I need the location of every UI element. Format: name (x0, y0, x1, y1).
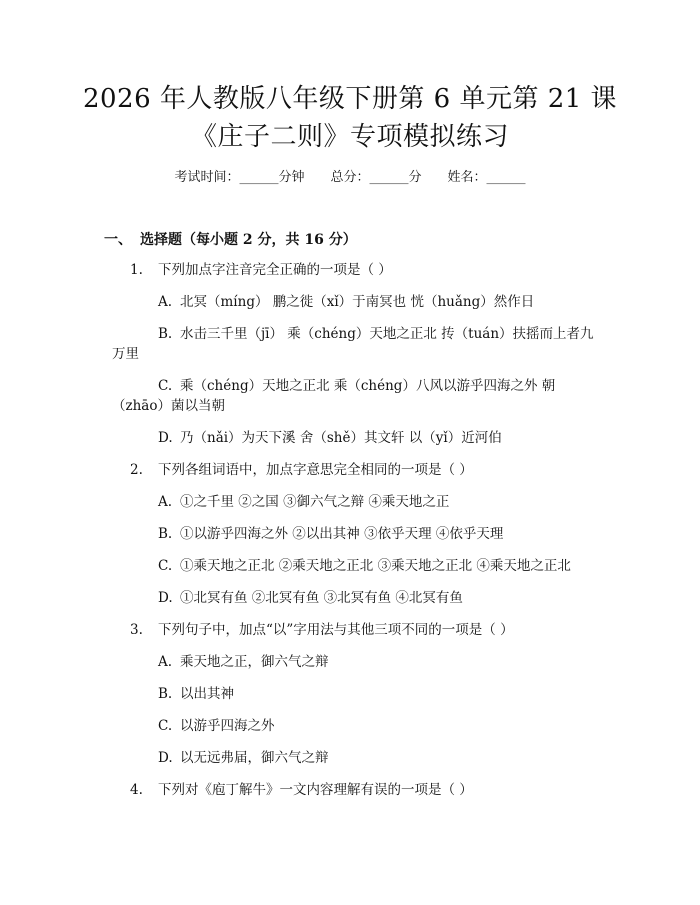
page-title-line-2: 《庄子二则》专项模拟练习 (190, 122, 509, 152)
question-3 (130, 620, 514, 640)
option-text: 北冥（míng） 鹏之徙（xǐ）于南冥也 恍（huǎng）然作日 (180, 294, 535, 310)
option-text: ①之千里 ②之国 ③御六气之辩 ④乘天地之正 (180, 494, 450, 510)
option-letter: A. (158, 654, 173, 670)
section-heading (104, 229, 357, 251)
question-number: 2. (130, 462, 143, 478)
question-1-option-d (158, 428, 502, 448)
question-text: 下列句子中，加点“以”字用法与其他三项不同的一项是（ ） (158, 622, 514, 638)
option-text: 乘天地之正，御六气之辩 (180, 654, 329, 670)
option-text: 以游乎四海之外 (180, 718, 275, 734)
question-1-option-c-continuation: （zhāo）菌以当朝 (112, 398, 225, 414)
question-3-option-a (158, 652, 329, 672)
option-text: ①以游乎四海之外 ②以出其神 ③依乎天理 ④依乎天理 (180, 526, 504, 542)
section-title: 选择题（每小题 2 分，共 16 分） (140, 232, 357, 248)
option-text: 以无远弗届，御六气之辩 (180, 750, 329, 766)
exam-time-field: 考试时间：______分钟 (174, 170, 305, 185)
option-text: 以出其神 (180, 686, 234, 702)
question-3-option-c (158, 716, 275, 736)
question-3-option-b (158, 684, 234, 704)
question-text: 下列加点字注音完全正确的一项是（ ） (158, 262, 392, 278)
option-text: ①乘天地之正北 ②乘天地之正北 ③乘天地之正北 ④乘天地之正北 (180, 558, 571, 574)
question-3-option-d (158, 748, 329, 768)
option-text: ①北冥有鱼 ②北冥有鱼 ③北冥有鱼 ④北冥有鱼 (180, 590, 463, 606)
option-letter: A. (158, 294, 173, 310)
question-number: 3. (130, 622, 143, 638)
option-letter: D. (158, 750, 173, 766)
section-number: 一、 (104, 232, 132, 248)
option-text: 水击三千里（jī） 乘（chéng）天地之正北 抟（tuán）扶摇而上者九 (180, 326, 594, 342)
question-1-option-a (158, 292, 534, 312)
question-number: 1. (130, 262, 143, 278)
student-name-field: 姓名：______ (447, 170, 526, 185)
option-letter: B. (158, 686, 173, 702)
question-2-option-d (158, 588, 463, 608)
option-letter: B. (158, 326, 173, 342)
question-1 (130, 260, 392, 280)
question-text: 下列各组词语中，加点字意思完全相同的一项是（ ） (158, 462, 473, 478)
exam-info-row (0, 168, 700, 188)
question-text: 下列对《庖丁解牛》一文内容理解有误的一项是（ ） (158, 782, 473, 798)
option-letter: C. (158, 718, 173, 734)
question-2-option-c (158, 556, 571, 576)
question-1-option-b (158, 324, 594, 344)
option-text: 乘（chéng）天地之正北 乘（chéng）八风以游乎四海之外 朝 (180, 378, 556, 394)
option-letter: D. (158, 590, 173, 606)
question-number: 4. (130, 782, 143, 798)
option-letter: B. (158, 526, 173, 542)
option-letter: A. (158, 494, 173, 510)
option-letter: D. (158, 430, 173, 446)
question-1-option-c (158, 376, 555, 396)
option-letter: C. (158, 558, 173, 574)
question-1-option-b-continuation: 万里 (112, 346, 139, 362)
total-score-field: 总分：______分 (330, 170, 422, 185)
question-4 (130, 780, 473, 800)
option-text: 乃（nǎi）为天下溪 舍（shě）其文轩 以（yǐ）近河伯 (180, 430, 502, 446)
question-2-option-a (158, 492, 449, 512)
option-letter: C. (158, 378, 173, 394)
question-2 (130, 460, 473, 480)
question-2-option-b (158, 524, 503, 544)
page-title-line-1: 2026 年人教版八年级下册第 6 单元第 21 课 (82, 84, 618, 114)
